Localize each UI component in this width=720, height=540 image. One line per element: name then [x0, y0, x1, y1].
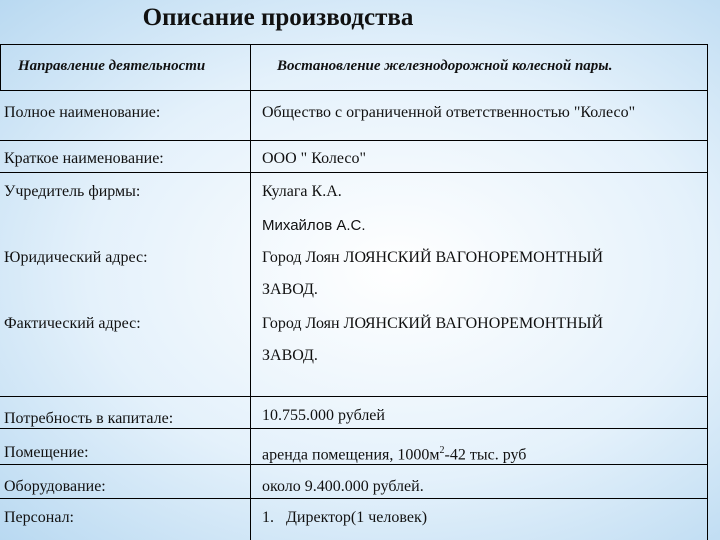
- actual-address-label: Фактический адрес:: [4, 315, 141, 332]
- full-name-value: Общество с ограниченной ответственностью "Колесо": [262, 104, 636, 121]
- row-divider: [0, 172, 708, 173]
- founder-label: Учредитель фирмы:: [4, 183, 141, 200]
- premises-value: аренда помещения, $1000м^2-42$ тыс. руб: [262, 445, 527, 464]
- short-name-label: Краткое наименование:: [4, 150, 164, 167]
- column-divider: [0, 44, 1, 90]
- header-activity-value: Востановление железнодорожной колесной пары.: [277, 58, 613, 74]
- row-divider: [0, 90, 708, 91]
- capital-value: 10.755.000 рублей: [262, 407, 385, 424]
- row-divider: [0, 396, 708, 397]
- full-name-label: Полное наименование:: [4, 104, 161, 121]
- short-name-value: ООО " Колесо": [262, 150, 366, 167]
- legal-address-value: Город Лоян ЛОЯНСКИЙ ВАГОНОРЕМОНТНЫЙ: [262, 249, 604, 266]
- personnel-label: Персонал:: [4, 509, 74, 526]
- actual-address-value-2: ЗАВОД.: [262, 347, 318, 364]
- equipment-label: Оборудование:: [4, 478, 106, 495]
- row-divider: [0, 44, 708, 45]
- actual-address-value: Город Лоян ЛОЯНСКИЙ ВАГОНОРЕМОНТНЫЙ: [262, 315, 604, 332]
- header-activity-label: Направление деятельности: [18, 58, 206, 74]
- column-divider: [250, 44, 251, 540]
- premises-label: Помещение:: [4, 444, 89, 461]
- capital-label: Потребность в капитале:: [4, 410, 174, 427]
- production-table: [0, 44, 708, 540]
- page-title: Описание производства: [142, 4, 414, 31]
- row-divider: [0, 498, 708, 499]
- legal-address-label: Юридический адрес:: [4, 249, 148, 266]
- equipment-value: около 9.400.000 рублей.: [262, 478, 424, 495]
- founder-value-2: Михайлов А.С.: [262, 217, 366, 234]
- legal-address-value-2: ЗАВОД.: [262, 281, 318, 298]
- column-divider: [707, 44, 708, 540]
- founder-value: Кулага К.А.: [262, 183, 342, 200]
- row-divider: [0, 140, 708, 141]
- personnel-value: 1. Директор(1 человек): [262, 509, 428, 526]
